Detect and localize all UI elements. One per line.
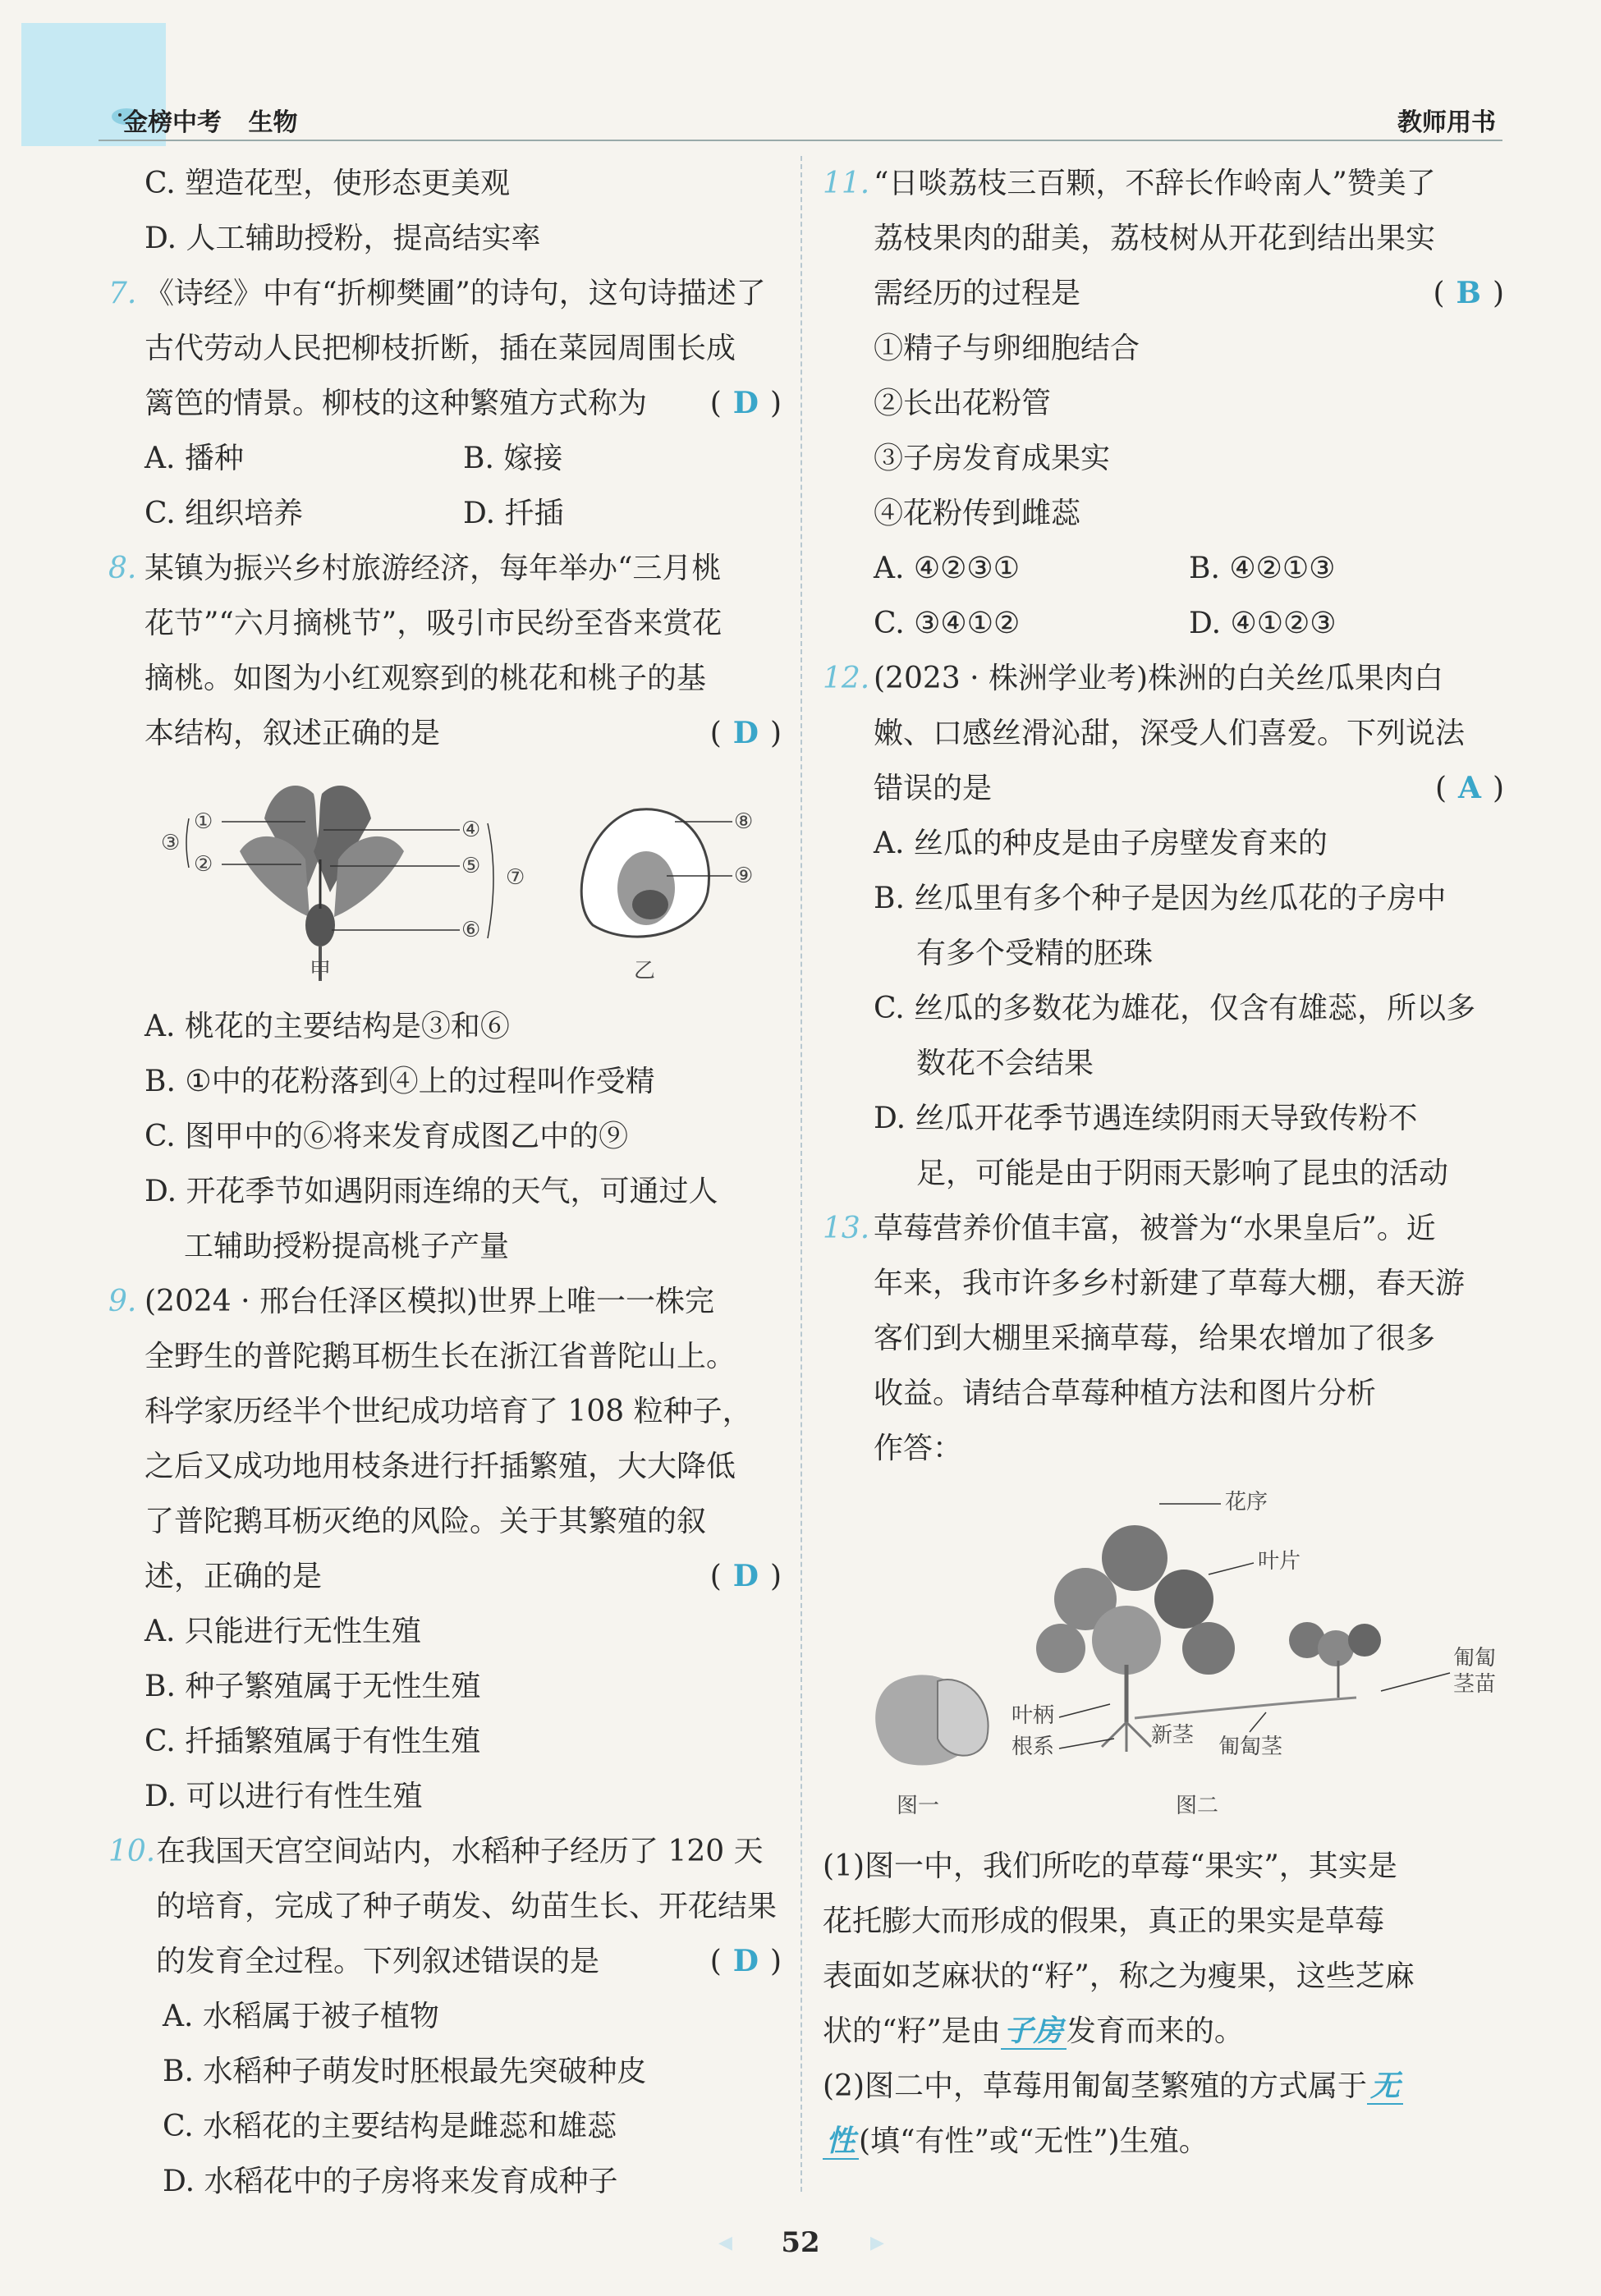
fig-label-2: ② [194,852,213,877]
q13-line: 客们到大棚里采摘草莓，给果农增加了很多 [874,1322,1436,1355]
q8-option-a: A. 桃花的主要结构是③和⑥ [145,1010,510,1043]
peach-flower-figure [108,761,782,981]
page-number: 52 [781,2226,820,2259]
strawberry-label-leaf: 叶片 [1258,1549,1301,1574]
brand-name: 金榜中考 [123,108,222,137]
q7-option-d: D. 扦插 [463,497,564,530]
q13-sub1-tail: 发育而来的。 [1066,2014,1244,2048]
q12-number: 12. [823,662,870,695]
q7-line: 《诗经》中有“折柳樊圃”的诗句，这句诗描述了 [145,277,766,310]
strawberry-label-roots: 根系 [1012,1735,1055,1759]
q9-answer: D [732,1559,759,1593]
q9-option-d: D. 可以进行有性生殖 [145,1780,423,1813]
q7-answer: D [732,386,759,420]
q12-answer-bracket: ( A ) [1434,771,1504,805]
q9-line: 之后又成功地用枝条进行扦插繁殖，大大降低 [145,1450,736,1483]
question-7 [108,266,782,431]
next-arrow-icon: ▶ [870,2233,884,2253]
q8-option-d-cont: 工辅助授粉提高桃子产量 [184,1230,510,1263]
fig-label-9: ⑨ [734,864,754,888]
q10-option-d: D. 水稻花中的子房将来发育成种子 [163,2165,618,2198]
q8-line: 本结构，叙述正确的是 [145,717,441,750]
q8-answer: D [732,716,759,750]
question-10 [108,1824,782,1989]
q9-line: 了普陀鹅耳枥灭绝的风险。关于其繁殖的叙 [145,1505,707,1538]
q10-line: 的培育，完成了种子萌发、幼苗生长、开花结果 [156,1890,778,1923]
left-column [108,156,782,2209]
q11-step-3: ③子房发育成果实 [874,442,1111,475]
fig-label-5: ⑤ [461,854,481,878]
q7-options-row1 [108,431,782,486]
q13-line: 作答： [874,1432,963,1465]
q7-option-a: A. 播种 [145,442,244,475]
q9-line: 全野生的普陀鹅耳枥生长在浙江省普陀山上。 [145,1340,736,1373]
fig-caption-b: 乙 [634,959,656,981]
q10-number: 10. [108,1835,156,1868]
q13-sub2-tail: (填“有性”或“无性”)生殖。 [859,2124,1209,2158]
header-left [123,102,315,138]
fig-label-4: ④ [461,818,481,842]
right-column [823,156,1504,2169]
q8-option-c: C. 图甲中的⑥将来发育成图乙中的⑨ [145,1120,629,1153]
strawberry-figure [823,1476,1504,1821]
q10-answer: D [732,1944,759,1978]
q10-option-a: A. 水稻属于被子植物 [163,2000,439,2033]
book-type: 教师用书 [1397,108,1496,137]
strawberry-label-runner1: 匍匐 [1453,1646,1497,1670]
header-divider [99,140,1502,141]
q7-line: 篱笆的情景。柳枝的这种繁殖方式称为 [145,387,648,420]
q8-option-d: D. 开花季节如遇阴雨连绵的天气，可通过人 [145,1175,718,1208]
q11-step-2: ②长出花粉管 [874,387,1052,420]
q10-answer-bracket: ( D ) [709,1944,782,1978]
q11-line: “日啖荔枝三百颗，不辞长作岭南人”赞美了 [874,167,1436,200]
q9-option-b: B. 种子繁殖属于无性生殖 [145,1670,481,1703]
q8-line: 花节”“六月摘桃节”，吸引市民纷至沓来赏花 [145,607,723,640]
strawberry-plant-illustration [1036,1525,1381,1752]
strawberry-label-inflorescence: 花序 [1225,1490,1268,1515]
strawberry-label-stolon: 匍匐茎 [1218,1735,1283,1759]
q7-option-b: B. 嫁接 [463,442,563,475]
q13-sub2-line1 [823,2059,1504,2114]
fig-caption-a: 甲 [310,959,332,981]
question-12 [823,651,1504,816]
subject-name: 生物 [248,108,298,137]
q8-line: 摘桃。如图为小红观察到的桃花和桃子的基 [145,662,707,695]
q11-step-1: ①精子与卵细胞结合 [874,332,1140,365]
q9-option-c: C. 扦插繁殖属于有性生殖 [145,1725,481,1758]
q12-option-c: C. 丝瓜的多数花为雄花，仅含有雄蕊，所以多 [874,992,1476,1025]
question-11 [823,156,1504,321]
fig-label-7: ⑦ [506,865,525,890]
q13-sub1-line1: (1)图一中，我们所吃的草莓“果实”，其实是 [823,1849,1397,1883]
q10-option-b: B. 水稻种子萌发时胚根最先突破种皮 [163,2055,647,2088]
q13-sub2-text: (2)图二中，草莓用匍匐茎繁殖的方式属于 [823,2069,1367,2103]
q10-line: 的发育全过程。下列叙述错误的是 [156,1945,600,1978]
q13-number: 13. [823,1212,870,1245]
q9-line: (2024 · 邢台任泽区模拟)世界上唯一一株完 [145,1285,715,1318]
q12-option-d-cont: 足，可能是由于阴雨天影响了昆虫的活动 [916,1157,1449,1190]
q12-line: (2023 · 株洲学业考)株洲的白关丝瓜果肉白 [874,662,1444,695]
q9-answer-bracket: ( D ) [709,1559,782,1593]
q13-sub1-line4 [823,2004,1504,2059]
q8-line: 某镇为振兴乡村旅游经济，每年举办“三月桃 [145,552,722,585]
q13-line: 收益。请结合草莓种植方法和图片分析 [874,1377,1377,1410]
question-8 [108,541,782,761]
q11-option-b: B. ④②①③ [1189,552,1336,585]
strawberry-label-petiole: 叶柄 [1012,1703,1055,1728]
q7-line: 古代劳动人民把柳枝折断，插在菜园周围长成 [145,332,736,365]
question-13 [823,1201,1504,1476]
fig-caption-2: 图二 [1176,1794,1219,1818]
q12-line: 错误的是 [874,772,993,805]
q7-answer-bracket: ( D ) [709,386,782,420]
q11-answer: B [1456,276,1481,310]
q11-step-4: ④花粉传到雌蕊 [874,497,1081,530]
q13-sub2-answer-a: 无 [1367,2069,1403,2105]
strawberry-fruit-illustration [875,1675,988,1765]
q11-option-c: C. ③④①② [874,607,1021,640]
fig-label-6: ⑥ [461,918,481,942]
q7-options-row2 [108,486,782,541]
question-9 [108,1274,782,1604]
q12-option-b: B. 丝瓜里有多个种子是因为丝瓜花的子房中 [874,882,1447,915]
q9-option-a: A. 只能进行无性生殖 [145,1615,421,1648]
q11-options-row1 [823,541,1504,596]
q11-number: 11. [823,167,870,200]
q13-sub1-line3: 表面如芝麻状的“籽”，称之为瘦果，这些芝麻 [823,1959,1415,1993]
q8-answer-bracket: ( D ) [709,716,782,750]
q7-option-c: C. 组织培养 [145,497,304,530]
q8-number: 8. [108,552,137,585]
q11-option-a: A. ④②③① [874,552,1020,585]
peach-flower-illustration [240,786,404,981]
q12-option-b-cont: 有多个受精的胚珠 [916,937,1154,970]
q9-line: 科学家历经半个世纪成功培育了 108 粒种子， [145,1395,752,1428]
strawberry-label-new-stem: 新茎 [1151,1723,1195,1748]
q10-option-c: C. 水稻花的主要结构是雌蕊和雄蕊 [163,2110,617,2143]
q13-sub2-line2 [823,2114,1504,2169]
q9-line: 述，正确的是 [145,1560,323,1593]
strawberry-label-runner2: 茎苗 [1453,1672,1497,1697]
fig-label-8: ⑧ [734,809,754,834]
q13-sub2-answer-b: 性 [823,2124,859,2160]
peach-fruit-illustration [581,809,709,937]
q11-line: 荔枝果肉的甜美，荔枝树从开花到结出果实 [874,222,1436,255]
q6-option-c: C. 塑造花型，使形态更美观 [145,167,511,200]
q8-option-b: B. ①中的花粉落到④上的过程叫作受精 [145,1065,655,1098]
q12-option-d: D. 丝瓜开花季节遇连续阴雨天导致传粉不 [874,1102,1418,1135]
q13-sub1-text: 状的“籽”是由 [823,2014,1001,2048]
q12-option-c-cont: 数花不会结果 [916,1047,1094,1080]
q13-sub1-answer: 子房 [1001,2014,1067,2050]
q11-options-row2 [823,596,1504,651]
q11-line: 需经历的过程是 [874,277,1081,310]
q10-line: 在我国天宫空间站内，水稻种子经历了 120 天 [156,1835,764,1868]
prev-arrow-icon: ◀ [718,2233,732,2253]
fig-label-3: ③ [161,831,181,855]
q7-number: 7. [108,277,137,310]
fig-label-1: ① [194,809,213,834]
q11-option-d: D. ④①②③ [1189,607,1337,640]
q12-option-a: A. 丝瓜的种皮是由子房壁发育来的 [874,827,1328,860]
q12-answer: A [1458,771,1481,805]
q6-option-d: D. 人工辅助授粉，提高结实率 [145,222,541,255]
q13-line: 年来，我市许多乡村新建了草莓大棚，春天游 [874,1267,1466,1300]
q11-answer-bracket: ( B ) [1433,276,1504,310]
q9-number: 9. [108,1285,137,1318]
q13-sub1-line2: 花托膨大而形成的假果，真正的果实是草莓 [823,1904,1385,1938]
q12-line: 嫩、口感丝滑沁甜，深受人们喜爱。下列说法 [874,717,1466,750]
q13-line: 草莓营养价值丰富，被誉为“水果皇后”。近 [874,1212,1436,1245]
fig-caption-1: 图一 [897,1794,940,1818]
column-divider [800,156,802,2192]
